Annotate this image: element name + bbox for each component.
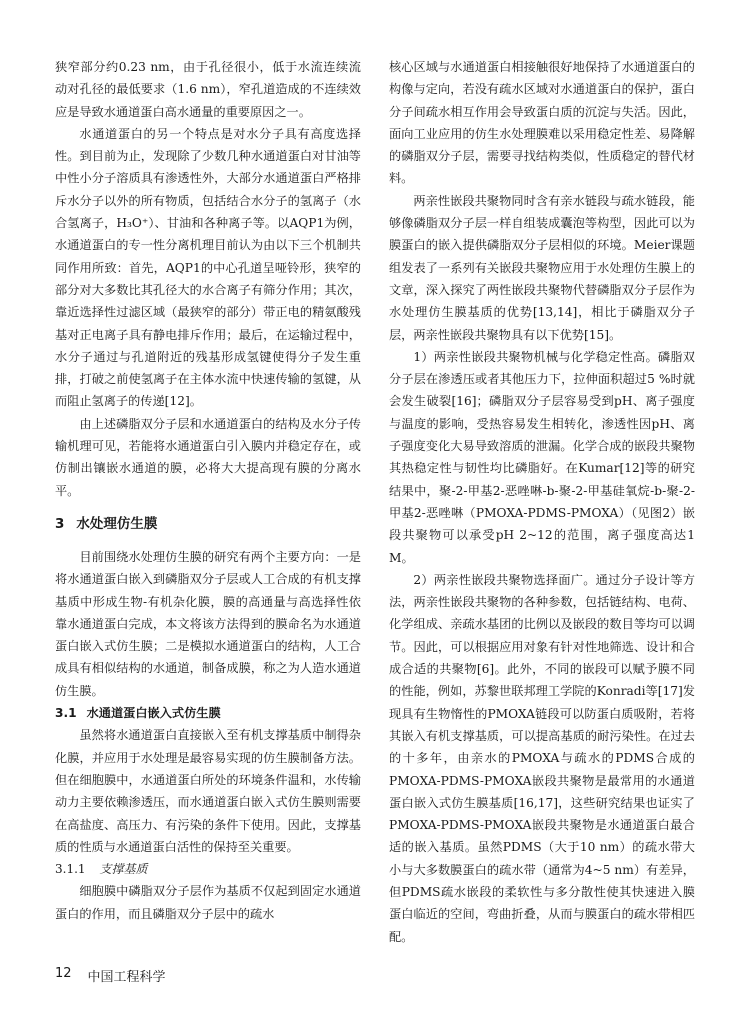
paragraph: 虽然将水通道蛋白直接嵌入至有机支撑基质中制得杂化膜，并应用于水处理是最容易实现的仿生膜制备方法。但在细胞膜中，水通道蛋白所处的环境条件温和，水传输动力主要依赖渗透压，而水通道蛋白嵌入式仿生膜则需要在高盐度、高压力、有污染的条件下使用。因此，支撑基质的性质与水通道蛋白活性的保持至关重要。 bbox=[55, 728, 361, 854]
subsection-title: 水通道蛋白嵌入式仿生膜 bbox=[86, 706, 221, 721]
paragraph: 细胞膜中磷脂双分子层作为基质不仅起到固定水通道蛋白的作用，而且磷脂双分子层中的疏水 bbox=[55, 884, 361, 921]
subsubsection-number: 3.1.1 bbox=[55, 862, 86, 877]
left-column bbox=[55, 56, 361, 925]
section-number: 3 bbox=[55, 515, 65, 532]
paragraph: 目前围绕水处理仿生膜的研究有两个主要方向：一是将水通道蛋白嵌入到磷脂双分子层或人工合成的有机支撑基质中形成生物-有机杂化膜，膜的高通量与高选择性依靠水通道蛋白完成，本文将该方法得到的膜命名为水通道蛋白嵌入式仿生膜；二是模拟水通道蛋白的结构，人工合成具有相似结构的水通道，制备成膜，称之为人造水通道仿生膜。 bbox=[55, 549, 361, 698]
paragraph: 2）两亲性嵌段共聚物选择面广。通过分子设计等方法，两亲性嵌段共聚物的各种参数，包括链结构、电荷、化学组成、亲疏水基团的比例以及嵌段的数目等均可以调节。因此，可以根据应用对象有针对性地筛选、设计和合成合适的共聚物[6]。此外，不同的嵌段可以赋予膜不同的性能，例如，苏黎世联邦理工学院的Konradi等[17]发现具有生物惰性的PMOXA链段可以防蛋白质吸附，若将其嵌入有机支撑基质，可以提高基质的耐污染性。在过去的十多年，由亲水的PMOXA与疏水的PDMS合成的PMOXA-PDMS-PMOXA嵌段共聚物是最常用的水通道蛋白嵌入式仿生膜基质[16,17]，这些研究结果也证实了PMOXA-PDMS-PMOXA嵌段共聚物是水通道蛋白最合适的嵌入基质。虽然PDMS（大于10 nm）的疏水带大小与大多数膜蛋白的疏水带（通常为4~5 nm）有差异，但PDMS疏水嵌段的柔软性与多分散性使其快速进入膜蛋白临近的空间，弯曲折叠，从而与膜蛋白的疏水带相匹配。 bbox=[389, 572, 695, 944]
journal-name: 中国工程科学 bbox=[87, 970, 166, 985]
paragraph: 由上述磷脂双分子层和水通道蛋白的结构及水分子传输机理可见，若能将水通道蛋白引入膜内并稳定存在，或仿制出镶嵌水通道的膜，必将大大提高现有膜的分离水平。 bbox=[55, 416, 361, 498]
subsubsection-title: 支撑基质 bbox=[99, 862, 148, 877]
subsection-heading bbox=[55, 702, 361, 724]
section-title: 水处理仿生膜 bbox=[76, 515, 158, 532]
page-footer bbox=[55, 966, 166, 985]
paragraph: 两亲性嵌段共聚物同时含有亲水链段与疏水链段，能够像磷脂双分子层一样自组装成囊泡等构型，因此可以为膜蛋白的嵌入提供磷脂双分子层相似的环境。Meier课题组发表了一系列有关嵌段共聚物应用于水处理仿生膜上的文章，深入探究了两性嵌段共聚物代替磷脂双分子层作为水处理仿生膜基质的优势[13,14]，相比于磷脂双分子层，两亲性嵌段共聚物具有以下优势[15]。 bbox=[389, 193, 695, 342]
section-heading bbox=[55, 513, 361, 535]
paragraph: 狭窄部分约0.23 nm，由于孔径很小，低于水流连续流动对孔径的最低要求（1.6 nm），窄孔道造成的不连续效应是导致水通道蛋白高水通量的重要原因之一。 bbox=[55, 60, 361, 119]
paragraph: 1）两亲性嵌段共聚物机械与化学稳定性高。磷脂双分子层在渗透压或者其他压力下，拉伸面积超过5 %时就会发生破裂[16]；磷脂双分子层容易受到pH、离子强度与温度的影响，受热容易发生相转化，渗透性因pH、离子强度变化大易导致溶质的泄漏。化学合成的嵌段共聚物其热稳定性与韧性均比磷脂好。在Kumar[12]等的研究结果中，聚-2-甲基2-恶唑啉-b-聚-2-甲基硅氧烷-b-聚-2-甲基2-恶唑啉（PMOXA-PDMS-PMOXA）（见图2）嵌段共聚物可以承受pH 2~12的范围，离子强度高达1 M。 bbox=[389, 349, 695, 565]
subsection-number: 3.1 bbox=[55, 706, 77, 721]
page-number: 12 bbox=[55, 966, 72, 981]
right-column bbox=[389, 56, 695, 948]
paragraph: 核心区域与水通道蛋白相接触很好地保持了水通道蛋白的构像与定向，若没有疏水区域对水通道蛋白的保护，蛋白分子间疏水相互作用会导致蛋白质的沉淀与失活。因此，面向工业应用的仿生水处理膜难以采用稳定性差、易降解的磷脂双分子层，需要寻找结构类似，性质稳定的替代材料。 bbox=[389, 60, 695, 186]
paragraph: 水通道蛋白的另一个特点是对水分子具有高度选择性。到目前为止，发现除了少数几种水通道蛋白对甘油等中性小分子溶质具有渗透性外，大部分水通道蛋白严格排斥水分子以外的所有物质，包括结合水分子的氢离子（水合氢离子，H₃O⁺）、甘油和各种离子等。以AQP1为例，水通道蛋白的专一性分离机理目前认为由以下三个机制共同作用所致：首先，AQP1的中心孔道呈哑铃形，狭窄的部分对大多数比其孔径大的水合离子有筛分作用；其次，靠近选择性过滤区域（最狭窄的部分）带正电的精氨酸残基对正电离子具有静电排斥作用；最后，在运输过程中，水分子通过与孔道附近的残基形成氢键使得分子发生重排，打破之前使氢离子在主体水流中快速传输的氢键，从而阻止氢离子的传递[12]。 bbox=[55, 126, 361, 409]
subsubsection-heading bbox=[55, 858, 361, 880]
